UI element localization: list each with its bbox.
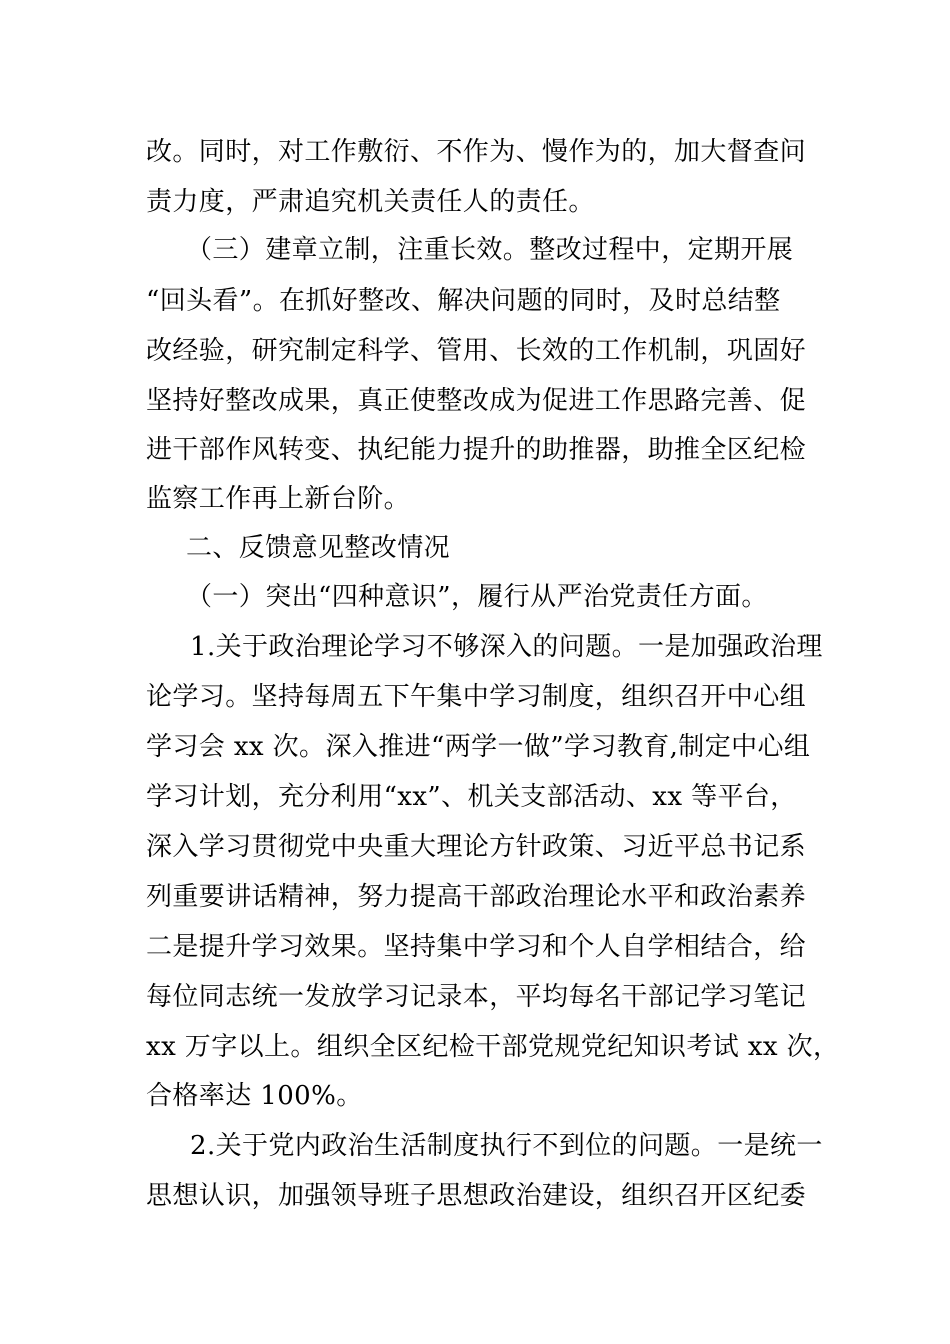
text-line: 监察工作再上新台阶。: [146, 484, 411, 514]
text-line: 进干部作风转变、执纪能力提升的助推器，助推全区纪检: [146, 435, 807, 465]
text-line: 二是提升学习效果。坚持集中学习和个人自学相结合，给: [146, 932, 807, 962]
text-line: 坚持好整改成果，真正使整改成为促进工作思路完善、促: [146, 386, 807, 416]
section-heading: （三）建章立制，注重长效。整改过程中，定期开展: [186, 235, 794, 265]
text-line: 深入学习贯彻党中央重大理论方针政策、习近平总书记系: [146, 832, 807, 862]
text-line: 列重要讲话精神，努力提高干部政治理论水平和政治素养: [146, 882, 807, 912]
text-line: 改经验，研究制定科学、管用、长效的工作机制，巩固好: [146, 336, 807, 366]
text-line: “回头看”。在抓好整改、解决问题的同时，及时总结整: [146, 286, 781, 316]
subsection-heading: （一）突出“四种意识”，履行从严治党责任方面。: [186, 582, 768, 612]
text-line: 1.关于政治理论学习不够深入的问题。一是加强政治理: [190, 632, 823, 662]
text-line: 责力度，严肃追究机关责任人的责任。: [146, 187, 595, 217]
text-line: 每位同志统一发放学习记录本，平均每名干部记学习笔记: [146, 982, 807, 1012]
text-line: xx 万字以上。组织全区纪检干部党规党纪知识考试 xx 次，: [146, 1032, 840, 1062]
text-line: 学习会 xx 次。深入推进“两学一做”学习教育,制定中心组: [146, 732, 811, 762]
text-line: 改。同时，对工作敷衍、不作为、慢作为的，加大督查问: [146, 137, 807, 167]
text-line: 合格率达 100%。: [146, 1081, 363, 1111]
text-line: 论学习。坚持每周五下午集中学习制度，组织召开中心组: [146, 682, 807, 712]
text-line: 学习计划，充分利用“xx”、机关支部活动、xx 等平台，: [146, 782, 797, 812]
text-line: 2.关于党内政治生活制度执行不到位的问题。一是统一: [190, 1131, 823, 1161]
section-heading: 二、反馈意见整改情况: [186, 533, 451, 563]
text-line: 思想认识，加强领导班子思想政治建设，组织召开区纪委: [146, 1181, 807, 1211]
